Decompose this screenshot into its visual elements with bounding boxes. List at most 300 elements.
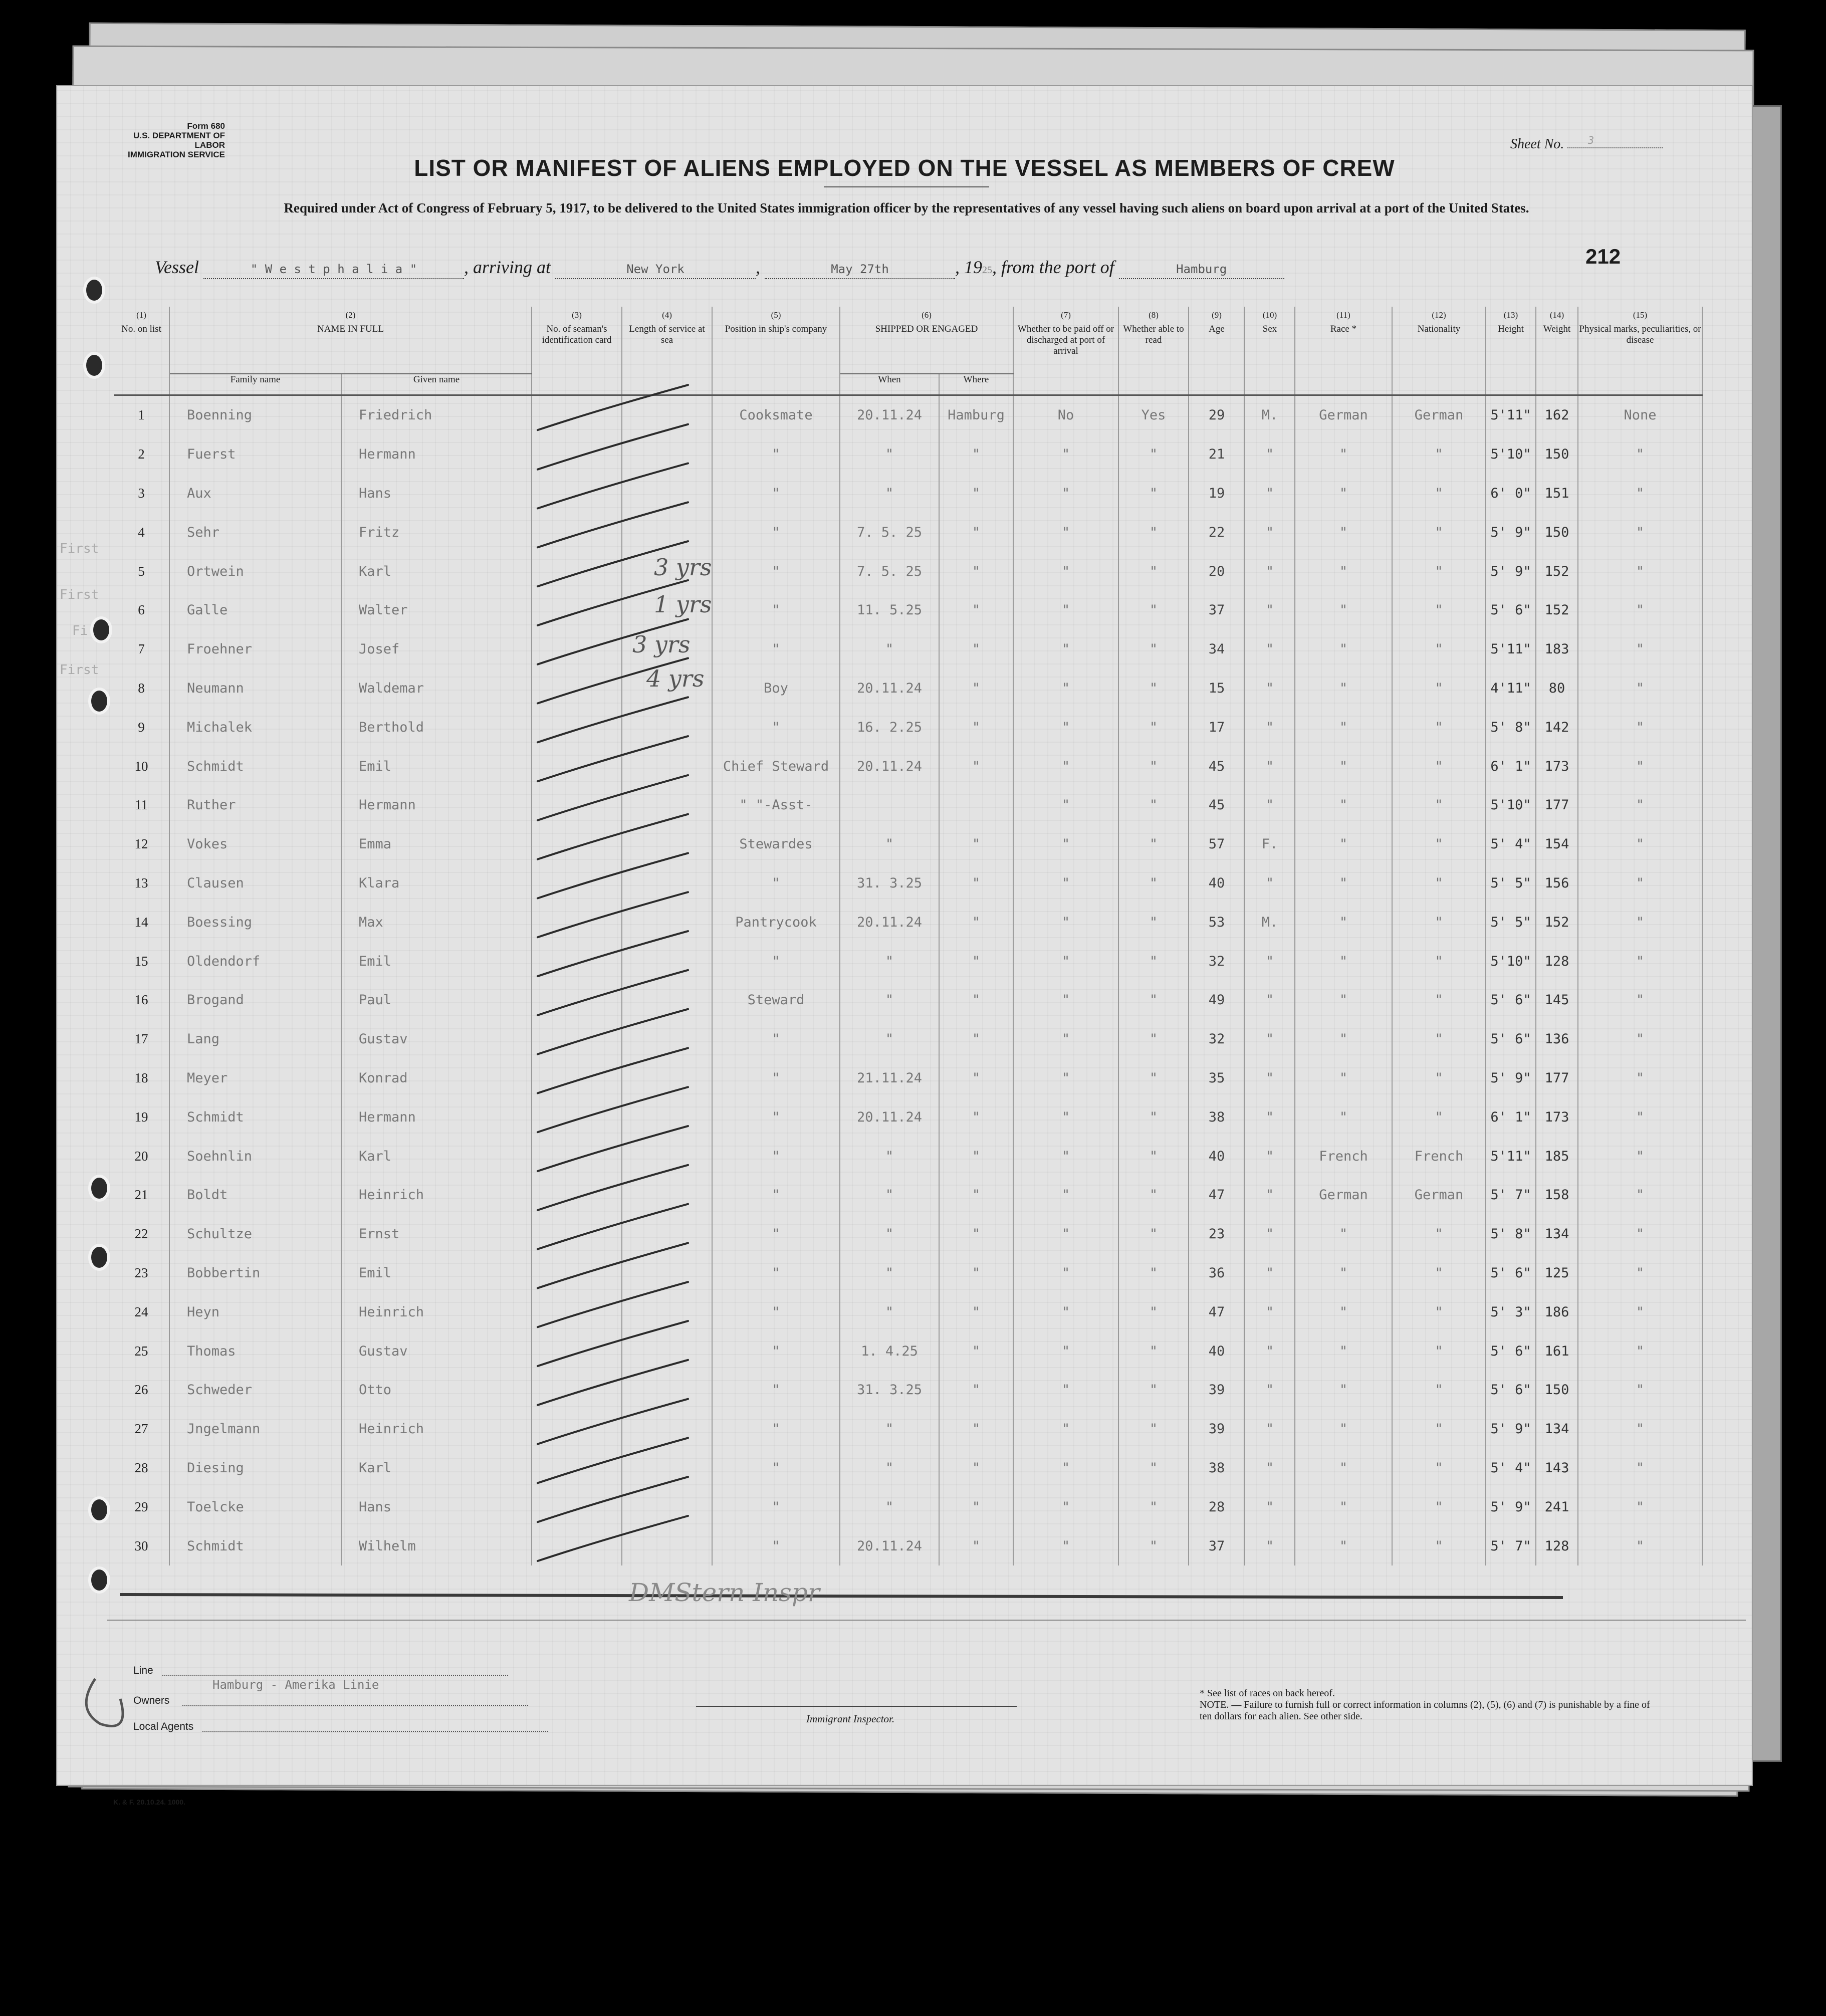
table-row (114, 1526, 1702, 1565)
family-name-cell: Boenning (169, 395, 341, 435)
row-number-cell: 5 (114, 552, 169, 591)
table-row (114, 1449, 1702, 1488)
physical-marks-cell: " (1578, 1371, 1702, 1410)
age-cell: 40 (1189, 1137, 1245, 1176)
row-number-cell: 17 (114, 1020, 169, 1059)
table-row (114, 474, 1702, 513)
given-name-cell: Josef (341, 630, 532, 669)
shipped-where-cell: " (939, 1449, 1013, 1488)
arrival-date: May 27th (765, 262, 955, 279)
service-length-cell (622, 1292, 712, 1331)
family-name-cell: Boldt (169, 1176, 341, 1215)
row-number-cell: 7 (114, 630, 169, 669)
weight-cell: 136 (1536, 1020, 1578, 1059)
weight-cell: 177 (1536, 786, 1578, 825)
position-cell: " (712, 1176, 840, 1215)
position-cell: Chief Steward (712, 747, 840, 786)
line-label: Line (133, 1665, 153, 1676)
nationality-cell: " (1392, 1449, 1486, 1488)
paid-off-cell: " (1013, 1449, 1118, 1488)
col-num-10: (10) (1245, 307, 1295, 324)
race-cell: " (1295, 1254, 1392, 1293)
nationality-cell: " (1392, 942, 1486, 981)
age-cell: 22 (1189, 513, 1245, 552)
table-row (114, 981, 1702, 1020)
physical-marks-cell: " (1578, 630, 1702, 669)
position-cell: " (712, 942, 840, 981)
paid-off-cell: " (1013, 435, 1118, 474)
able-to-read-cell: " (1118, 708, 1189, 747)
nationality-cell: French (1392, 1137, 1486, 1176)
from-port: Hamburg (1119, 262, 1284, 279)
department-name: U.S. DEPARTMENT OF LABOR (133, 131, 225, 150)
shipped-where-cell: " (939, 1331, 1013, 1371)
height-cell: 5' 9" (1486, 1487, 1536, 1526)
page-title: LIST OR MANIFEST OF ALIENS EMPLOYED ON THE VESSEL AS MEMBERS OF CREW (414, 155, 1395, 181)
crew-table (114, 307, 1703, 1565)
row-number-cell: 16 (114, 981, 169, 1020)
height-cell: 5'10" (1486, 942, 1536, 981)
weight-cell: 152 (1536, 552, 1578, 591)
race-cell: " (1295, 825, 1392, 864)
shipped-when-cell: 20.11.24 (840, 1097, 939, 1137)
shipped-where-cell: " (939, 1020, 1013, 1059)
shipped-where-cell: " (939, 747, 1013, 786)
paid-off-cell: " (1013, 903, 1118, 942)
position-cell: " (712, 1487, 840, 1526)
height-cell: 5' 9" (1486, 1059, 1536, 1098)
given-name-cell: Heinrich (341, 1410, 532, 1449)
table-row (114, 513, 1702, 552)
shipped-where-cell: " (939, 474, 1013, 513)
sex-cell: " (1245, 1371, 1295, 1410)
shipped-where-cell: " (939, 1371, 1013, 1410)
height-cell: 5' 8" (1486, 708, 1536, 747)
id-card-cell (532, 786, 622, 825)
age-cell: 28 (1189, 1487, 1245, 1526)
age-cell: 53 (1189, 903, 1245, 942)
physical-marks-cell: " (1578, 1331, 1702, 1371)
physical-marks-cell: " (1578, 708, 1702, 747)
family-name-cell: Toelcke (169, 1487, 341, 1526)
nationality-cell: " (1392, 1487, 1486, 1526)
able-to-read-cell: " (1118, 1331, 1189, 1371)
service-length-cell (622, 669, 712, 708)
paid-off-cell: " (1013, 1371, 1118, 1410)
header-height: Height (1486, 324, 1536, 395)
family-name-cell: Lang (169, 1020, 341, 1059)
position-cell: " (712, 1137, 840, 1176)
weight-cell: 158 (1536, 1176, 1578, 1215)
header-paid-off: Whether to be paid off or discharged at port of arrival (1013, 324, 1118, 395)
paid-off-cell: " (1013, 1410, 1118, 1449)
age-cell: 15 (1189, 669, 1245, 708)
sex-cell: " (1245, 591, 1295, 630)
weight-cell: 183 (1536, 630, 1578, 669)
header-service-length: Length of service at sea (622, 324, 712, 395)
shipped-when-cell: 20.11.24 (840, 395, 939, 435)
race-cell: " (1295, 981, 1392, 1020)
sex-cell: " (1245, 1059, 1295, 1098)
binder-hole (83, 277, 105, 304)
header-shipped: SHIPPED OR ENGAGED (840, 324, 1013, 374)
nationality-cell: " (1392, 708, 1486, 747)
shipped-where-cell: " (939, 1215, 1013, 1254)
table-row (114, 591, 1702, 630)
race-cell: " (1295, 591, 1392, 630)
weight-cell: 150 (1536, 513, 1578, 552)
col-num-15: (15) (1578, 307, 1702, 324)
margin-note: Fi (72, 623, 88, 638)
weight-cell: 145 (1536, 981, 1578, 1020)
sex-cell: M. (1245, 903, 1295, 942)
able-to-read-cell: " (1118, 1254, 1189, 1293)
service-length-cell (622, 1137, 712, 1176)
able-to-read-cell: " (1118, 1137, 1189, 1176)
column-number-row (114, 307, 1702, 324)
id-card-cell (532, 1137, 622, 1176)
id-card-cell (532, 747, 622, 786)
footnote-races: * See list of races on back hereof. (1200, 1688, 1335, 1699)
header-age: Age (1189, 324, 1245, 395)
shipped-where-cell: " (939, 1410, 1013, 1449)
position-cell: " (712, 1331, 840, 1371)
physical-marks-cell: " (1578, 1059, 1702, 1098)
age-cell: 57 (1189, 825, 1245, 864)
paid-off-cell: " (1013, 942, 1118, 981)
col-num-3: (3) (532, 307, 622, 324)
age-cell: 38 (1189, 1097, 1245, 1137)
height-cell: 5' 9" (1486, 1410, 1536, 1449)
age-cell: 34 (1189, 630, 1245, 669)
col-num-5: (5) (712, 307, 840, 324)
race-cell: German (1295, 395, 1392, 435)
race-cell: " (1295, 1449, 1392, 1488)
service-length-cell (622, 630, 712, 669)
able-to-read-cell: " (1118, 513, 1189, 552)
shipped-where-cell: " (939, 1254, 1013, 1293)
vessel-name: " W e s t p h a l i a " (203, 262, 464, 279)
table-row (114, 1020, 1702, 1059)
shipped-when-cell: 20.11.24 (840, 669, 939, 708)
able-to-read-cell: " (1118, 825, 1189, 864)
physical-marks-cell: " (1578, 1137, 1702, 1176)
shipped-when-cell: 21.11.24 (840, 1059, 939, 1098)
service-length-cell (622, 1526, 712, 1565)
race-cell: " (1295, 669, 1392, 708)
col-num-9: (9) (1189, 307, 1245, 324)
binder-hole (90, 616, 112, 643)
shipped-when-cell: " (840, 1449, 939, 1488)
id-card-cell (532, 1254, 622, 1293)
footnote-penalty: NOTE. — Failure to furnish full or correct information in columns (2), (5), (6) and (7) is punishable by a fine of ten dollars for each alien. See other side. (1200, 1699, 1650, 1722)
shipped-when-cell: 20.11.24 (840, 747, 939, 786)
service-note: 3 yrs (632, 631, 691, 658)
family-name-cell: Meyer (169, 1059, 341, 1098)
weight-cell: 134 (1536, 1215, 1578, 1254)
position-cell: " (712, 1020, 840, 1059)
weight-cell: 80 (1536, 669, 1578, 708)
nationality-cell: " (1392, 435, 1486, 474)
sheet-number-value: 3 (1588, 134, 1594, 146)
year-label: , 19 (955, 257, 982, 277)
weight-cell: 154 (1536, 825, 1578, 864)
shipped-when-cell: 31. 3.25 (840, 864, 939, 903)
paid-off-cell: " (1013, 669, 1118, 708)
position-cell: " "-Asst- (712, 786, 840, 825)
race-cell: " (1295, 786, 1392, 825)
sheet-number-blank (1567, 137, 1663, 148)
sex-cell: " (1245, 981, 1295, 1020)
shipped-where-cell: " (939, 1097, 1013, 1137)
table-row (114, 1097, 1702, 1137)
race-cell: " (1295, 1292, 1392, 1331)
given-name-cell: Hermann (341, 786, 532, 825)
sex-cell: F. (1245, 825, 1295, 864)
row-number-cell: 3 (114, 474, 169, 513)
weight-cell: 162 (1536, 395, 1578, 435)
shipped-where-cell: " (939, 981, 1013, 1020)
sex-cell: " (1245, 786, 1295, 825)
shipped-when-cell: " (840, 630, 939, 669)
paid-off-cell: " (1013, 513, 1118, 552)
weight-cell: 128 (1536, 942, 1578, 981)
able-to-read-cell: " (1118, 630, 1189, 669)
shipped-when-cell (840, 786, 939, 825)
sex-cell: " (1245, 747, 1295, 786)
table-row (114, 786, 1702, 825)
position-cell: " (712, 1292, 840, 1331)
age-cell: 38 (1189, 1449, 1245, 1488)
nationality-cell: " (1392, 1215, 1486, 1254)
id-card-cell (532, 1097, 622, 1137)
race-cell: " (1295, 552, 1392, 591)
service-note: 3 yrs (654, 554, 712, 581)
height-cell: 5' 6" (1486, 1020, 1536, 1059)
table-row (114, 1059, 1702, 1098)
race-cell: " (1295, 1331, 1392, 1371)
id-card-cell (532, 1410, 622, 1449)
family-name-cell: Oldendorf (169, 942, 341, 981)
position-cell: " (712, 1254, 840, 1293)
id-card-cell (532, 1487, 622, 1526)
given-name-cell: Fritz (341, 513, 532, 552)
row-number-cell: 11 (114, 786, 169, 825)
table-row (114, 942, 1702, 981)
position-cell: " (712, 1215, 840, 1254)
table-row (114, 1254, 1702, 1293)
title-underline (824, 186, 989, 187)
race-cell: " (1295, 1487, 1392, 1526)
sex-cell: " (1245, 1176, 1295, 1215)
row-number-cell: 30 (114, 1526, 169, 1565)
physical-marks-cell: " (1578, 1292, 1702, 1331)
physical-marks-cell: " (1578, 591, 1702, 630)
position-cell: " (712, 1526, 840, 1565)
height-cell: 5'11" (1486, 1137, 1536, 1176)
sex-cell: " (1245, 1097, 1295, 1137)
sex-cell: " (1245, 669, 1295, 708)
able-to-read-cell: " (1118, 435, 1189, 474)
table-row (114, 864, 1702, 903)
family-name-cell: Galle (169, 591, 341, 630)
binder-hole (88, 688, 110, 715)
able-to-read-cell: " (1118, 1410, 1189, 1449)
height-cell: 5' 6" (1486, 1331, 1536, 1371)
race-cell: " (1295, 903, 1392, 942)
nationality-cell: " (1392, 1254, 1486, 1293)
col-num-2: (2) (169, 307, 532, 324)
row-number-cell: 29 (114, 1487, 169, 1526)
weight-cell: 177 (1536, 1059, 1578, 1098)
position-cell: " (712, 864, 840, 903)
position-cell: " (712, 1449, 840, 1488)
given-name-cell: Karl (341, 1449, 532, 1488)
row-number-cell: 9 (114, 708, 169, 747)
owners-blank (182, 1705, 528, 1706)
printer-mark: K. & F. 20.10.24. 1000. (113, 1798, 185, 1806)
given-name-cell: Hans (341, 474, 532, 513)
position-cell: Stewardes (712, 825, 840, 864)
able-to-read-cell: " (1118, 1097, 1189, 1137)
shipped-when-cell: " (840, 1176, 939, 1215)
family-name-cell: Thomas (169, 1331, 341, 1371)
age-cell: 37 (1189, 1526, 1245, 1565)
service-length-cell (622, 1020, 712, 1059)
service-length-cell (622, 1215, 712, 1254)
race-cell: " (1295, 513, 1392, 552)
shipped-when-cell: " (840, 1137, 939, 1176)
height-cell: 5' 9" (1486, 513, 1536, 552)
given-name-cell: Paul (341, 981, 532, 1020)
vessel-label: Vessel (155, 257, 199, 277)
height-cell: 5' 6" (1486, 1371, 1536, 1410)
able-to-read-cell: " (1118, 1371, 1189, 1410)
weight-cell: 173 (1536, 1097, 1578, 1137)
family-name-cell: Vokes (169, 825, 341, 864)
position-cell: " (712, 1371, 840, 1410)
position-cell: " (712, 474, 840, 513)
col-num-11: (11) (1295, 307, 1392, 324)
sex-cell: " (1245, 552, 1295, 591)
row-number-cell: 12 (114, 825, 169, 864)
given-name-cell: Karl (341, 552, 532, 591)
nationality-cell: " (1392, 786, 1486, 825)
table-row (114, 669, 1702, 708)
paid-off-cell: " (1013, 825, 1118, 864)
table-row (114, 825, 1702, 864)
header-when: When (840, 374, 939, 395)
age-cell: 32 (1189, 1020, 1245, 1059)
margin-note: First (60, 587, 99, 602)
shipped-when-cell: " (840, 1020, 939, 1059)
height-cell: 5' 7" (1486, 1526, 1536, 1565)
sex-cell: " (1245, 864, 1295, 903)
header-family-name: Family name (169, 374, 341, 395)
given-name-cell: Walter (341, 591, 532, 630)
nationality-cell: German (1392, 395, 1486, 435)
service-note: 4 yrs (646, 665, 705, 692)
shipped-where-cell: " (939, 942, 1013, 981)
given-name-cell: Gustav (341, 1331, 532, 1371)
age-cell: 35 (1189, 1059, 1245, 1098)
shipped-when-cell: " (840, 825, 939, 864)
service-length-cell (622, 786, 712, 825)
paid-off-cell: " (1013, 1176, 1118, 1215)
sex-cell: M. (1245, 395, 1295, 435)
height-cell: 5'10" (1486, 786, 1536, 825)
age-cell: 19 (1189, 474, 1245, 513)
paid-off-cell: " (1013, 1137, 1118, 1176)
position-cell: " (712, 1410, 840, 1449)
given-name-cell: Hermann (341, 435, 532, 474)
family-name-cell: Ruther (169, 786, 341, 825)
physical-marks-cell: " (1578, 825, 1702, 864)
header-name-in-full: NAME IN FULL (169, 324, 532, 374)
arriving-port: New York (555, 262, 756, 279)
weight-cell: 241 (1536, 1487, 1578, 1526)
age-cell: 39 (1189, 1371, 1245, 1410)
header-where: Where (939, 374, 1013, 395)
id-card-cell (532, 395, 622, 435)
physical-marks-cell: " (1578, 1254, 1702, 1293)
service-name: IMMIGRATION SERVICE (128, 150, 225, 159)
id-card-cell (532, 669, 622, 708)
weight-cell: 152 (1536, 591, 1578, 630)
given-name-cell: Berthold (341, 708, 532, 747)
binder-hole (83, 352, 105, 379)
family-name-cell: Diesing (169, 1449, 341, 1488)
service-note: 1 yrs (654, 591, 712, 618)
physical-marks-cell: " (1578, 747, 1702, 786)
id-card-cell (532, 630, 622, 669)
page-subtitle: Required under Act of Congress of February 5, 1917, to be delivered to the United States immigration officer by the representatives of any vessel having such aliens on board upon arrival at a port of the United States. (284, 200, 1529, 215)
able-to-read-cell: " (1118, 1526, 1189, 1565)
manifest-sheet (56, 85, 1753, 1806)
service-length-cell (622, 591, 712, 630)
height-cell: 5' 4" (1486, 825, 1536, 864)
header-no-on-list: No. on list (114, 324, 169, 395)
physical-marks-cell: " (1578, 435, 1702, 474)
able-to-read-cell: " (1118, 1292, 1189, 1331)
binder-hole (88, 1496, 110, 1523)
height-cell: 5' 6" (1486, 591, 1536, 630)
nationality-cell: " (1392, 1371, 1486, 1410)
race-cell: " (1295, 1215, 1392, 1254)
table-row (114, 630, 1702, 669)
nationality-cell: " (1392, 630, 1486, 669)
shipped-when-cell: " (840, 1254, 939, 1293)
shipped-where-cell: " (939, 708, 1013, 747)
sex-cell: " (1245, 1292, 1295, 1331)
age-cell: 49 (1189, 981, 1245, 1020)
able-to-read-cell: " (1118, 591, 1189, 630)
weight-cell: 142 (1536, 708, 1578, 747)
height-cell: 5'11" (1486, 395, 1536, 435)
shipped-where-cell: " (939, 1292, 1013, 1331)
physical-marks-cell: " (1578, 1526, 1702, 1565)
race-cell: " (1295, 630, 1392, 669)
row-number-cell: 24 (114, 1292, 169, 1331)
col-num-4: (4) (622, 307, 712, 324)
id-card-cell (532, 474, 622, 513)
nationality-cell: " (1392, 669, 1486, 708)
physical-marks-cell: " (1578, 1097, 1702, 1137)
id-card-cell (532, 1292, 622, 1331)
header-position: Position in ship's company (712, 324, 840, 395)
physical-marks-cell: " (1578, 1410, 1702, 1449)
physical-marks-cell: " (1578, 1449, 1702, 1488)
